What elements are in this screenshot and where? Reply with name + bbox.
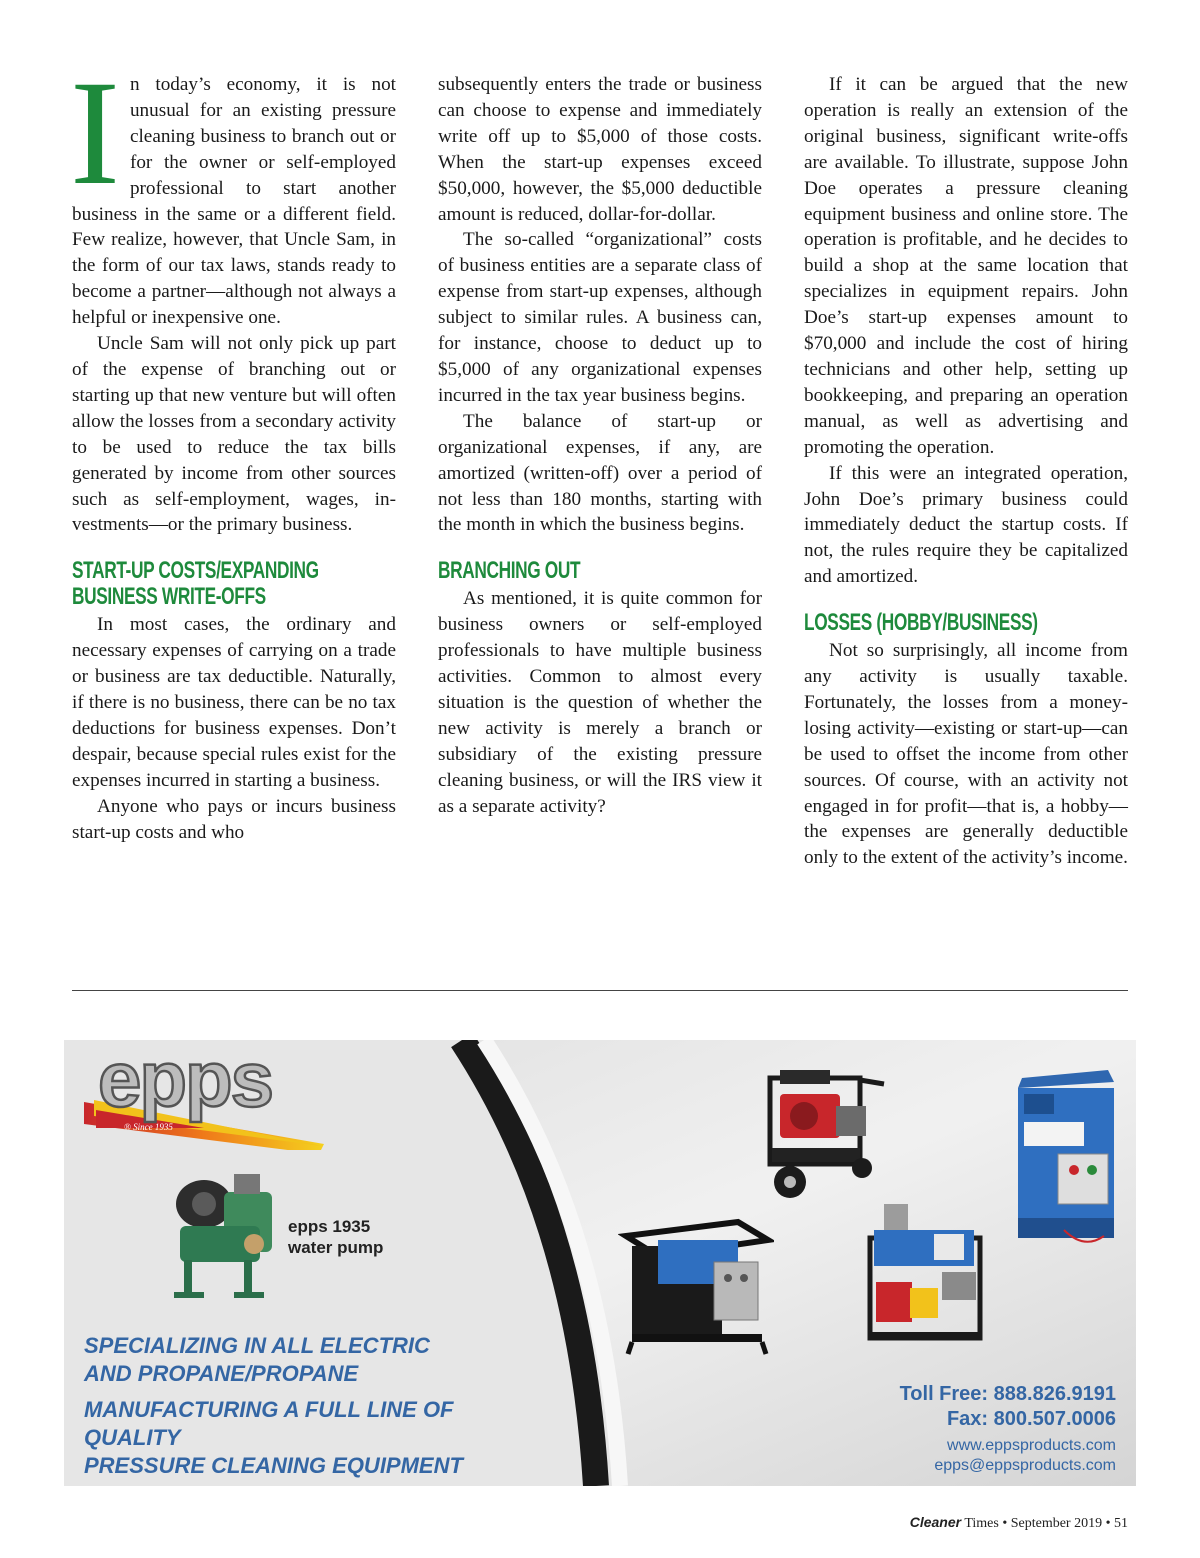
paragraph: Anyone who pays or incurs business start-up costs and who: [72, 795, 396, 843]
paragraph: Uncle Sam will not only pick up part of the expense of branching out or starting up that new venture but will often allow the losses from a secondary activity to be used to reduce the tax bills generated by income from other sources such as self-employment, wages, investments—or the primary business.: [72, 333, 396, 536]
toll-free-phone: Toll Free: 888.826.9191: [899, 1383, 1116, 1405]
paragraph: If it can be argued that the new operation is really an extension of the original business, significant write-offs are available. To illustrate, suppose John Doe operates a pressure cleaning equipment business and online store. The operation is profitable, and he decides to build a shop at the same location that specializes in equipment repairs. John Doe’s start-up expenses amount to $70,000 and include the cost of hiring technicians and other help, setting up bookkeeping, and preparing an operation manual, as well as advertising and promoting the operation.: [804, 74, 1128, 458]
footer-issue-info: Times • September 2019 • 51: [961, 1516, 1128, 1531]
epps-advertisement: [64, 1040, 1136, 1486]
svg-text:epps: epps: [98, 1054, 273, 1123]
section-heading: BRANCHING OUT: [438, 557, 581, 585]
fax-number: Fax: 800.507.0006: [946, 1408, 1116, 1430]
paragraph: In most cases, the ordinary and necessary expenses of carrying on a trade or business are tax deductible. Naturally, if there is no business, there can be no tax deductions for business expenses. Don’t despair, because special rules exist for the expenses incurred in starting a business.: [72, 614, 396, 791]
page-footer: [910, 1514, 1128, 1532]
drop-cap: I: [70, 50, 120, 216]
website-link[interactable]: www.eppsproducts.com: [947, 1437, 1116, 1454]
section-heading: LOSSES (HOBBY/BUSINESS): [804, 609, 1038, 637]
explosion-proof-unit-image: [618, 1216, 774, 1356]
section-heading: START-UP COSTS/EXPANDING BUSINESS WRITE-OFFS: [72, 557, 319, 611]
hot-water-pressure-washer-cart-image: [750, 1064, 890, 1200]
paragraph: The so-called “organizational” costs of business entities are a separate class of expense from start-up expenses, although subject to similar rules. A business can, for instance, choose to deduct up to $5,000 of any organizational expenses incurred in the tax year business begins.: [438, 229, 762, 406]
tagline-electric-propane: SPECIALIZING IN ALL ELECTRIC AND PROPANE/PROPANE: [84, 1333, 430, 1386]
svg-text:® Since 1935: ® Since 1935: [124, 1122, 173, 1132]
epps-logo: [84, 1054, 384, 1150]
stationary-electric-washer-image: [1014, 1070, 1124, 1250]
article-column-2: [438, 72, 762, 819]
paragraph: As mentioned, it is quite common for business owners or self-employed professionals to have multiple business activities. Common to almost every situation is the question of whether the new activity is merely a branch or subsidiary of the existing pressure cleaning business, or will the IRS view it as a separate activity?: [438, 588, 762, 817]
paragraph: In today’s economy, it is not unusual for an existing pressure cleaning business to branch out or for the owner or self-employed professional to start another business in the same or a different field. Few realize, however, that Uncle Sam, in the form of our tax laws, stands ready to become a partner—although not always a helpful or inexpensive one.: [70, 50, 396, 329]
tagline-manufacturing: MANUFACTURING A FULL LINE OF QUALITY PRESSURE CLEANING EQUIPMENT: [84, 1397, 463, 1478]
gas-pressure-washer-image: [854, 1198, 998, 1350]
magazine-brand: Cleaner: [909, 1514, 962, 1530]
pump-label: epps 1935 water pump: [288, 1217, 384, 1257]
article-column-3: [804, 72, 1128, 871]
paragraph: If this were an integrated operation, John Doe’s primary business could immediately deduct the startup costs. If not, the rules require they be capitalized and amortized.: [804, 462, 1128, 588]
paragraph: subsequently enters the trade or business can choose to expense and immediately write off up to $5,000 of those costs. When the start-up expenses exceed $50,000, however, the $5,000 deductible amount is reduced, dollar-for-dollar.: [438, 74, 762, 225]
paragraph: The balance of start-up or organizational expenses, if any, are amortized (written-off) over a period of not less than 180 months, starting with the month in which the business begins.: [438, 410, 762, 536]
divider-rule: [72, 990, 1128, 991]
paragraph: Not so surprisingly, all income from any activity is usually taxable. Fortunately, the losses from a money-losing activity—existing or start-up—can be used to offset the income from other sources. Of course, with an activity not engaged in for profit—that is, a hobby—the expenses are generally deductible only to the extent of the activity’s income.: [804, 640, 1128, 869]
article: [70, 50, 1128, 962]
email-link[interactable]: epps@eppsproducts.com: [934, 1457, 1116, 1474]
water-pump-image: [174, 1164, 284, 1300]
article-column-1: [70, 50, 396, 845]
